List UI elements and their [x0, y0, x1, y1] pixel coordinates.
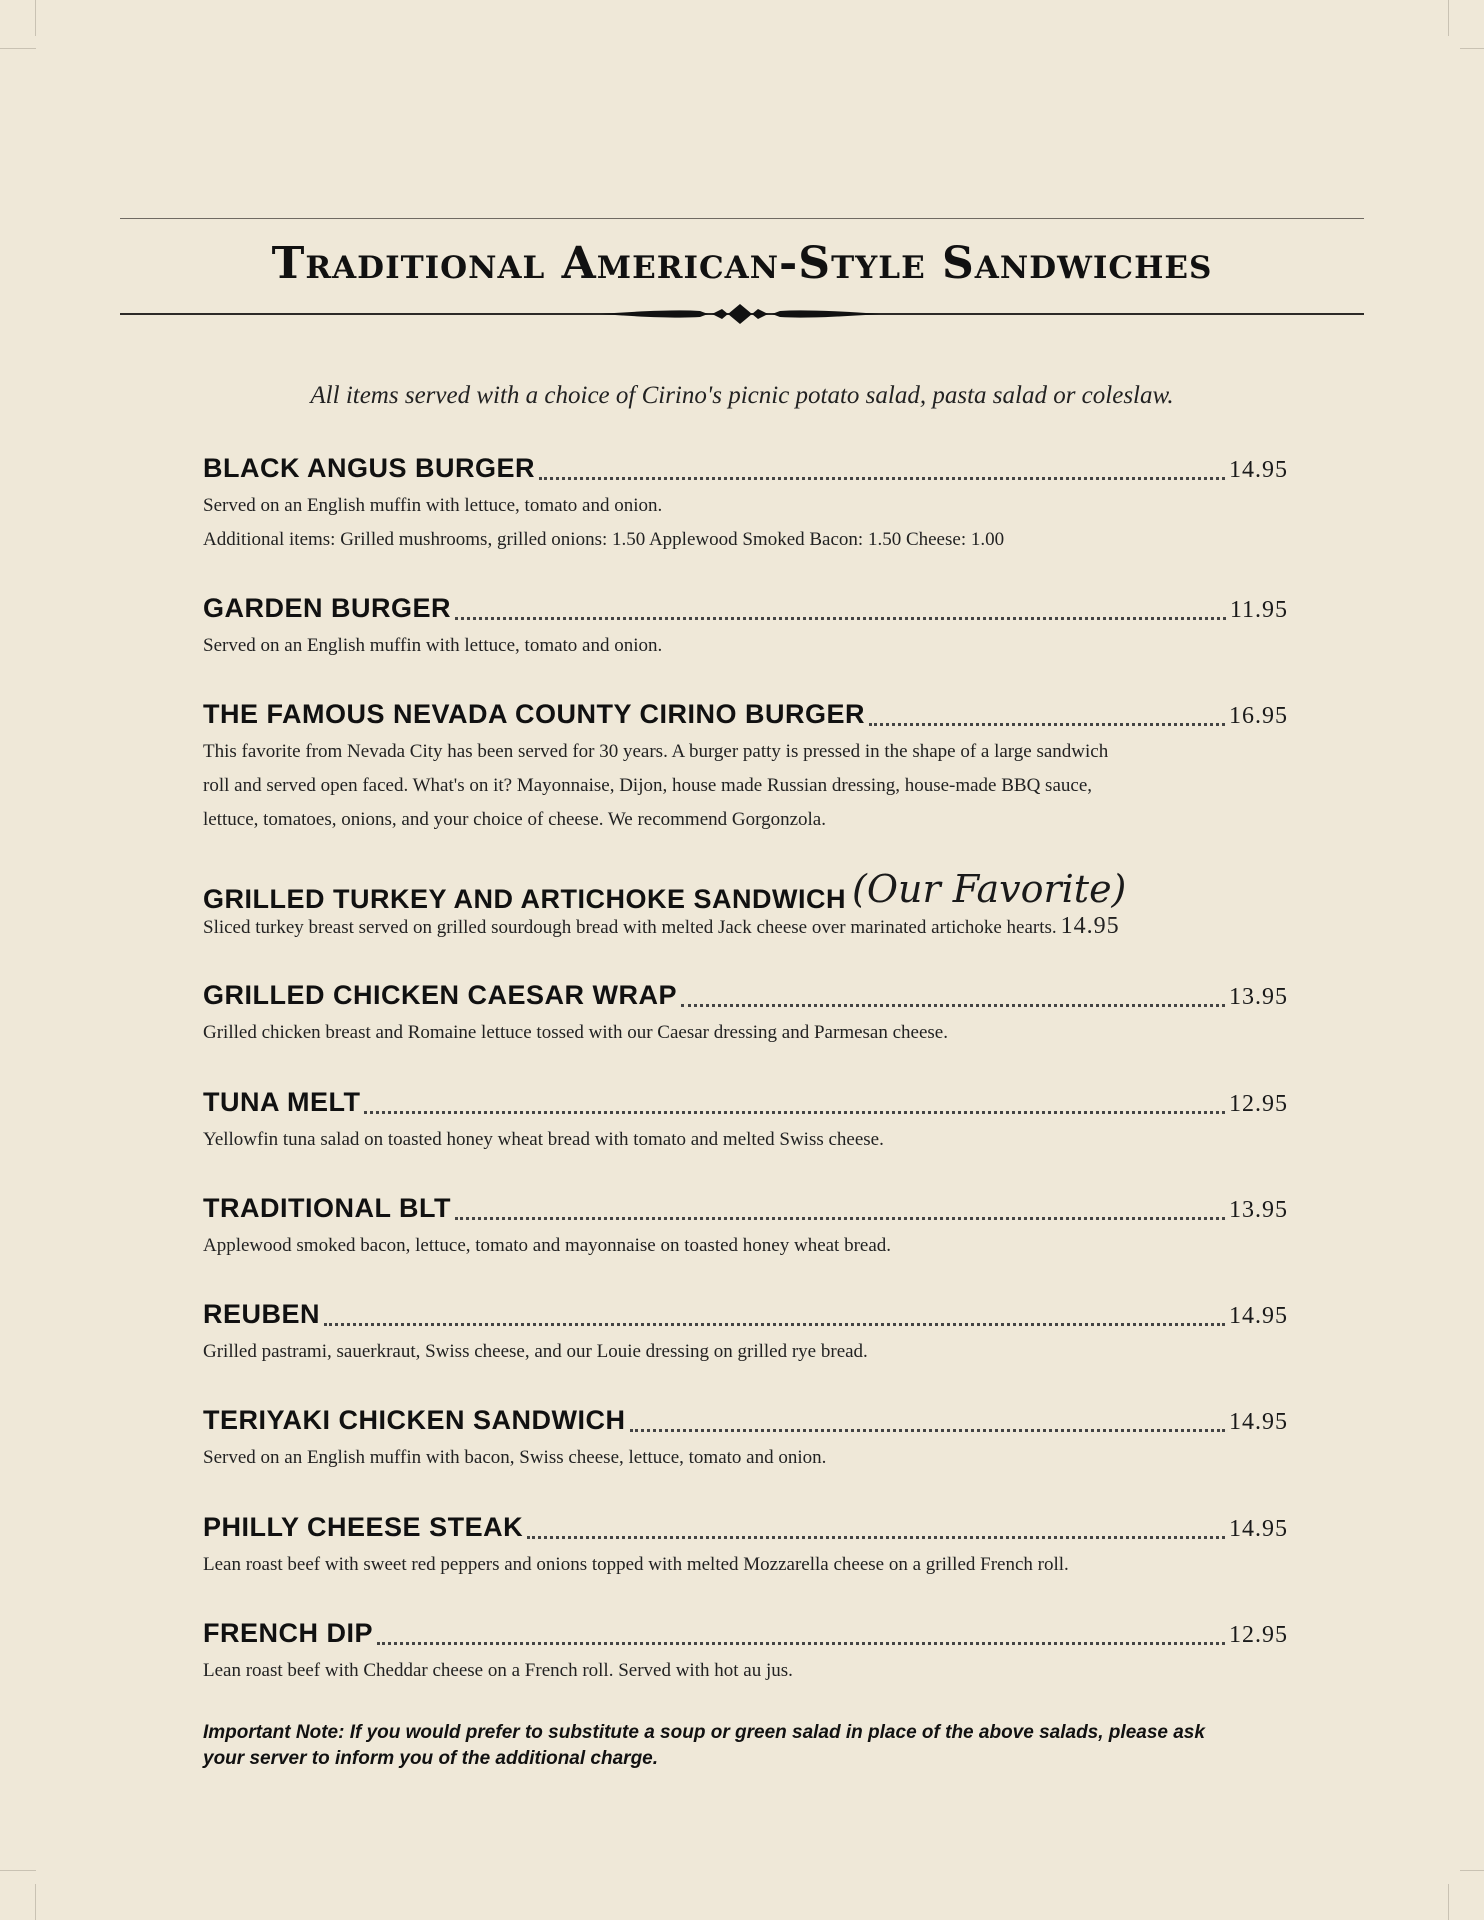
item-description	[203, 909, 1288, 945]
item-description: Grilled chicken breast and Romaine lettuce tossed with our Caesar dressing and Parmesan cheese.	[203, 1022, 948, 1043]
menu-item	[203, 867, 1288, 945]
subtitle: All items served with a choice of Cirino's picnic potato salad, pasta salad or coleslaw.	[310, 382, 1174, 409]
menu-item	[203, 1618, 1288, 1688]
menu-item	[203, 1193, 1288, 1263]
dot-leader	[539, 473, 1225, 480]
item-price: 13.95	[1229, 984, 1288, 1010]
menu-item	[203, 453, 1288, 557]
item-description-text: Sliced turkey breast served on grilled sourdough bread with melted Jack cheese over marinated artichoke hearts.	[203, 917, 1057, 938]
item-description: Served on an English muffin with lettuce, tomato and onion.	[203, 635, 663, 656]
item-name: GARDEN BURGER	[203, 593, 452, 623]
item-description: Grilled pastrami, sauerkraut, Swiss cheese, and our Louie dressing on grilled rye bread.	[203, 1341, 868, 1362]
crop-mark	[1460, 48, 1484, 49]
dot-leader	[681, 1000, 1225, 1007]
item-description: Served on an English muffin with lettuce, tomato and onion.	[203, 495, 663, 516]
page-title: Traditional American-Style Sandwiches	[271, 238, 1213, 289]
menu-item	[203, 980, 1288, 1050]
important-note	[203, 1720, 1288, 1772]
item-price: 14.95	[1229, 457, 1288, 483]
item-price: 13.95	[1229, 1197, 1288, 1223]
item-name: FRENCH DIP	[203, 1618, 374, 1648]
item-description: Lean roast beef with Cheddar cheese on a French roll. Served with hot au jus.	[203, 1660, 793, 1681]
item-price: 12.95	[1229, 1091, 1288, 1117]
menu-item	[203, 1299, 1288, 1369]
crop-mark	[1460, 1870, 1484, 1871]
item-price: 11.95	[1229, 597, 1288, 623]
item-description: lettuce, tomatoes, onions, and your choice of cheese. We recommend Gorgonzola.	[203, 809, 826, 830]
item-price: 14.95	[1060, 913, 1120, 939]
note-line: your server to inform you of the additional charge.	[203, 1748, 659, 1769]
item-description: roll and served open faced. What's on it? Mayonnaise, Dijon, house made Russian dressing, house-made BBQ sauce,	[203, 775, 1093, 796]
dot-leader	[869, 719, 1225, 726]
dot-leader	[630, 1425, 1225, 1432]
note-line: Important Note: If you would prefer to substitute a soup or green salad in place of the above salads, please ask	[203, 1722, 1205, 1743]
item-description: Additional items: Grilled mushrooms, grilled onions: 1.50 Applewood Smoked Bacon: 1.50 Cheese: 1.00	[203, 529, 1005, 550]
item-price: 14.95	[1229, 1409, 1288, 1435]
crop-mark	[0, 48, 36, 49]
dot-leader	[455, 1213, 1225, 1220]
dot-leader	[377, 1638, 1225, 1645]
menu-item	[203, 593, 1288, 663]
item-description: Served on an English muffin with bacon, Swiss cheese, lettuce, tomato and onion.	[203, 1447, 827, 1468]
dot-leader	[527, 1532, 1225, 1539]
crop-mark	[1448, 1884, 1449, 1920]
item-price: 16.95	[1229, 703, 1288, 729]
item-name: PHILLY CHEESE STEAK	[203, 1512, 524, 1542]
item-description: Yellowfin tuna salad on toasted honey wheat bread with tomato and melted Swiss cheese.	[203, 1129, 884, 1150]
item-name: THE FAMOUS NEVADA COUNTY CIRINO BURGER	[203, 699, 866, 729]
crop-mark	[35, 1884, 36, 1920]
crop-mark	[1448, 0, 1449, 36]
item-name: GRILLED TURKEY AND ARTICHOKE SANDWICH	[203, 884, 846, 914]
menu-item	[203, 1512, 1288, 1582]
item-name: REUBEN	[203, 1299, 321, 1329]
item-name: TUNA MELT	[203, 1087, 361, 1117]
item-description: Lean roast beef with sweet red peppers and onions topped with melted Mozzarella cheese on a grilled French roll.	[203, 1554, 1069, 1575]
item-description: This favorite from Nevada City has been served for 30 years. A burger patty is pressed in the shape of a large sandwich	[203, 741, 1109, 762]
item-name: BLACK ANGUS BURGER	[203, 453, 535, 483]
dot-leader	[364, 1107, 1225, 1114]
item-name: TRADITIONAL BLT	[203, 1193, 451, 1223]
item-price: 14.95	[1229, 1303, 1288, 1329]
diamond-ornament-icon	[590, 302, 890, 326]
item-name: GRILLED CHICKEN CAESAR WRAP	[203, 980, 678, 1010]
item-description: Applewood smoked bacon, lettuce, tomato and mayonnaise on toasted honey wheat bread.	[203, 1235, 892, 1256]
item-price: 12.95	[1229, 1622, 1288, 1648]
item-name: TERIYAKI CHICKEN SANDWICH	[203, 1405, 626, 1435]
favorite-label: (Our Favorite)	[852, 867, 1127, 911]
menu-item	[203, 699, 1288, 837]
item-price: 14.95	[1229, 1516, 1288, 1542]
menu-item	[203, 1087, 1288, 1157]
menu-item	[203, 1405, 1288, 1475]
dot-leader	[324, 1319, 1225, 1326]
dot-leader	[455, 613, 1226, 620]
crop-mark	[0, 1870, 36, 1871]
crop-mark	[35, 0, 36, 36]
header-top-rule	[120, 218, 1364, 219]
